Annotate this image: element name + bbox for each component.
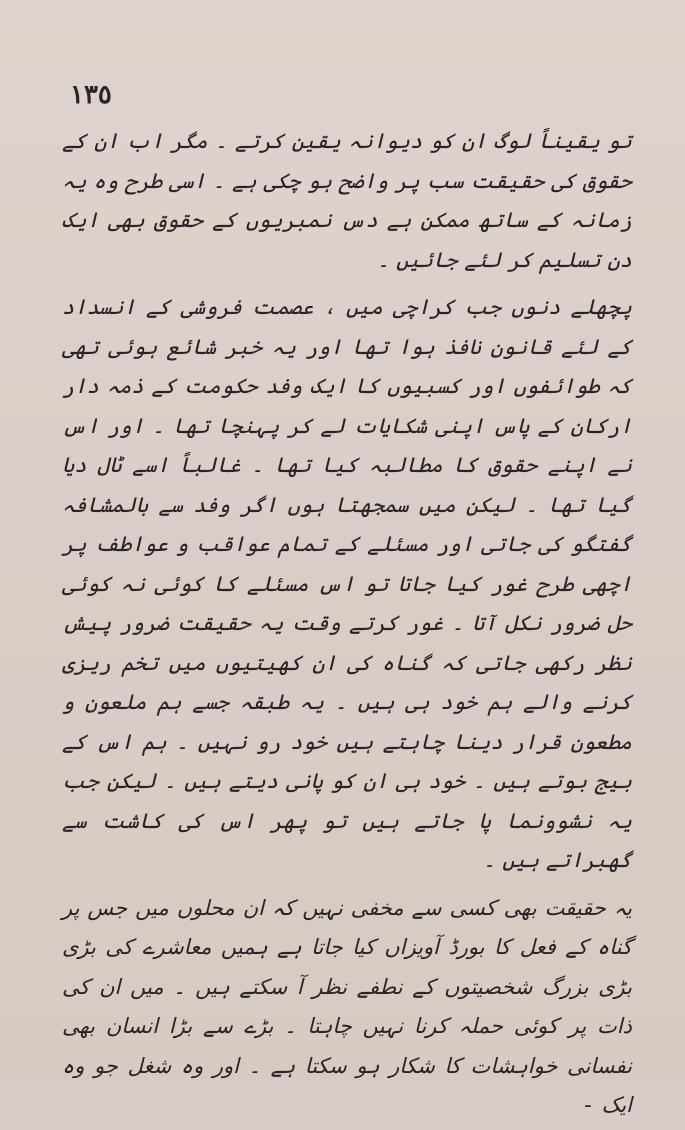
paragraph-3 [62, 889, 632, 1126]
page-body-text [62, 122, 632, 1130]
paragraph-2: پچھلے دنوں جب کراچی میں ، عصمت فروشی کے انسداد کے لئے قانون نافذ ہوا تھا اور یہ خبر شائع ہوئی تھی کہ طوائفوں اور کسبیوں کا ایک وفد حکومت کے ذمہ دار ارکان کے پاس اپنی شکایات لے کر پہنچا تھا ۔ اور اس نے اپنے حقوق کا مطالبہ کیا تھا ۔ غالباً اسے ٹال دیا گیا تھا ۔ لیکن میں سمجھتا ہوں اگر وفد سے بالمشافہ گفتگو کی جاتی اور مسئلے کے تمام عواقب و عواطف پر اچھی طرح غور کیا جاتا تو اس مسئلے کا کوئی نہ کوئی حل ضرور نکل آتا ۔ غور کرتے وقت یہ حقیقت ضرور پیش نظر رکھی جاتی کہ گناہ کی ان کھیتیوں میں تخم ریزی کرنے والے ہم خود ہی ہیں ۔ یہ طبقہ جسے ہم ملعون و مطعون قرار دینا چاہتے ہیں خود رو نہیں ۔ ہم اس کے بیج بوتے ہیں ۔ خود ہی ان کو پانی دیتے ہیں ۔ لیکن جب یہ نشوونما پا جاتے ہیں تو پھر اس کی کاشت سے گھبراتے ہیں ۔ [62, 295, 632, 872]
page-number: ١٣٥ [70, 80, 112, 110]
paragraph-3-text: یہ حقیقت بھی کسی سے مخفی نہیں کہ ان محلوں میں جس پر گناہ کے فعل کا بورڈ آویزاں کیا جاتا ہے ہمیں معاشرے کی بڑی بڑی بزرگ شخصیتوں کے نطفے نظر آ سکتے ہیں ۔ میں ان کی ذات پر کوئی حملہ کرنا نہیں چاہتا ۔ بڑے سے بڑا انسان بھی نفسانی خواہشات کا شکار ہو سکتا ہے ۔ اور وہ شغل جو وہ ایک [62, 895, 632, 1117]
trailing-dash: - [583, 1093, 592, 1117]
paragraph-1: تو یقیناً لوگ ان کو دیوانہ یقین کرتے ۔ مگر اب ان کے حقوق کی حقیقت سب پر واضح ہو چکی ہے ۔ اسی طرح وہ یہ زمانہ کے ساتھ ممکن ہے دس نمبریوں کے حقوق بھی ایک دن تسلیم کر لئے جائیں ۔ [62, 129, 632, 272]
